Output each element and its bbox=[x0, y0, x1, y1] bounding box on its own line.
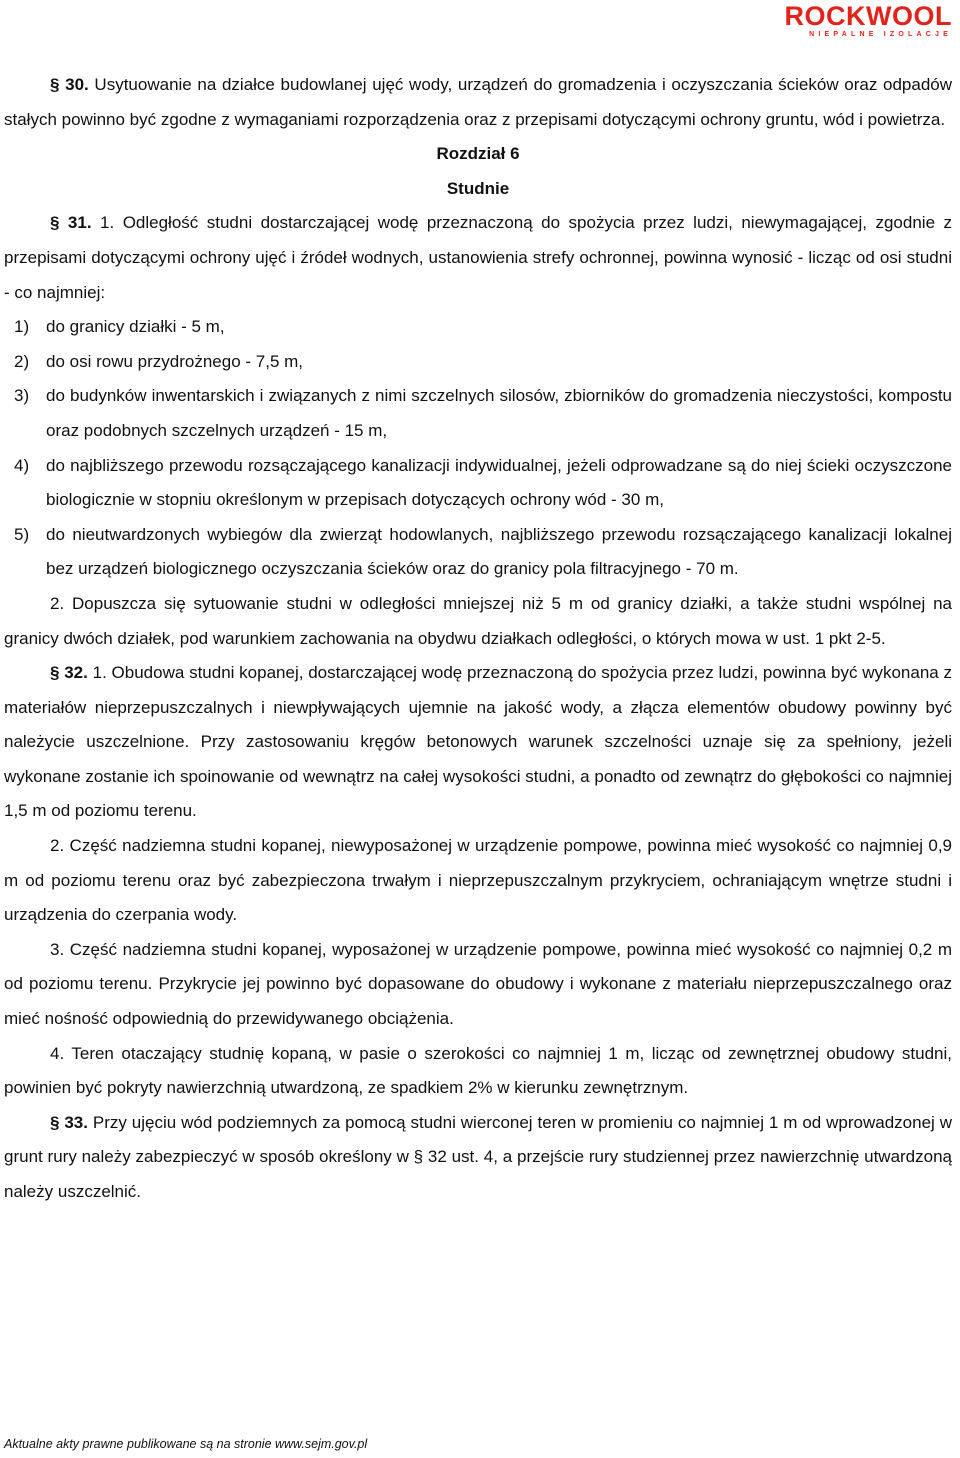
list-item-text: do najbliższego przewodu rozsączającego kanalizacji indywidualnej, jeżeli odprowadzane są do niej ścieki oczyszczone biologicznie w stopniu określonym w przepisach dotyczących ochrony wód - 30 m, bbox=[46, 455, 952, 510]
paragraph-32-ust-3: 3. Część nadziemna studni kopanej, wyposażonej w urządzenie pompowe, powinna mieć wysokość co najmniej 0,2 m od poziomu terenu. Przykrycie jej powinno być dopasowane do obudowy i wykonane z materiału nieprzepuszczalnego oraz mieć nośność odpowiednią do przewidywanego obciążenia. bbox=[4, 939, 952, 1029]
paragraph-text: 1. Odległość studni dostarczającej wodę przeznaczoną do spożycia przez ludzi, niewymagającej, zgodnie z przepisami dotyczącymi ochrony ujęć i źródeł wodnych, ustanowienia strefy ochronnej, powinna wynosić - licząc od osi studni - co najmniej: bbox=[4, 213, 953, 302]
chapter-title: Studnie bbox=[446, 178, 510, 198]
list-item-text: do nieutwardzonych wybiegów dla zwierząt hodowlanych, najbliższego przewodu rozsączającego kanalizacji lokalnej bez urządzeń biologicznego oczyszczania ścieków oraz do granicy pola filtracyjnego - 70 m. bbox=[46, 524, 952, 579]
list-item-number: 4) bbox=[14, 455, 30, 475]
list-item-number: 3) bbox=[14, 386, 30, 406]
paragraph-32-ust-2: 2. Część nadziemna studni kopanej, niewyposażonej w urządzenie pompowe, powinna mieć wysokość co najmniej 0,9 m od poziomu terenu oraz być zabezpieczona trwałym i nieprzepuszczalnym przykryciem, ochraniającym wnętrze studni i urządzenia do czerpania wody. bbox=[4, 836, 952, 925]
list-item-number: 1) bbox=[14, 317, 30, 337]
paragraph-30 bbox=[4, 68, 952, 137]
list-item bbox=[4, 379, 952, 448]
paragraph-text: Usytuowanie na działce budowlanej ujęć wody, urządzeń do gromadzenia i oczyszczania ścieków oraz odpadów stałych powinno być zgodne z wymaganiami rozporządzenia oraz z przepisami dotyczącymi ochrony gruntu, wód i powietrza. bbox=[4, 75, 953, 129]
paragraph-number: § 31. bbox=[50, 213, 92, 233]
list-item bbox=[4, 345, 952, 380]
list-item bbox=[4, 449, 952, 518]
paragraph-31-ust-2: 2. Dopuszcza się sytuowanie studni w odległości mniejszej niż 5 m od granicy działki, a także studni wspólnej na granicy dwóch działek, pod warunkiem zachowania na obydwu działkach odległości, o których mowa w ust. 1 pkt 2-5. bbox=[4, 593, 952, 648]
list-item bbox=[4, 310, 952, 345]
paragraph-number: § 30. bbox=[50, 75, 89, 94]
logo-tagline: NIEPALNE IZOLACJE bbox=[809, 31, 952, 38]
paragraph-number: § 33. bbox=[50, 1112, 88, 1132]
list-item-text: do budynków inwentarskich i związanych z nimi szczelnych silosów, zbiorników do gromadzenia nieczystości, kompostu oraz podobnych szczelnych urządzeń - 15 m, bbox=[46, 386, 952, 440]
paragraph-text: Przy ujęciu wód podziemnych za pomocą studni wierconej teren w promieniu co najmniej 1 m od wprowadzonej w grunt rury należy zabezpieczyć w sposób określony w § 32 ust. 4, a przejście rury studziennej przez nawierzchnię utwardzoną należy uszczelnić. bbox=[4, 1112, 952, 1201]
logo-brand: ROCKWOOL bbox=[784, 1, 952, 31]
list-item bbox=[4, 518, 952, 587]
footer-note: Aktualne akty prawne publikowane są na stronie www.sejm.gov.pl bbox=[4, 1437, 368, 1451]
document-body bbox=[4, 68, 952, 1210]
paragraph-31-ust-1 bbox=[4, 206, 952, 310]
paragraph-32-ust-1 bbox=[4, 656, 952, 829]
chapter-number: Rozdział 6 bbox=[436, 144, 520, 164]
paragraph-number: § 32. bbox=[50, 663, 88, 683]
list-item-text: do granicy działki - 5 m, bbox=[46, 317, 225, 337]
paragraph-32-ust-4: 4. Teren otaczający studnię kopaną, w pasie o szerokości co najmniej 1 m, licząc od zewnętrznej obudowy studni, powinien być pokryty nawierzchnią utwardzoną, ze spadkiem 2% w kierunku zewnętrznym. bbox=[4, 1043, 952, 1098]
rockwool-logo bbox=[782, 2, 952, 38]
list-item-number: 5) bbox=[14, 524, 30, 544]
paragraph-33 bbox=[4, 1106, 952, 1210]
list-item-text: do osi rowu przydrożnego - 7,5 m, bbox=[46, 351, 304, 371]
list-item-number: 2) bbox=[14, 351, 30, 371]
paragraph-text: 1. Obudowa studni kopanej, dostarczającej wodę przeznaczoną do spożycia przez ludzi, powinna być wykonana z materiałów nieprzepuszczalnych i niewpływających ujemnie na jakość wody, a złącza elementów obudowy powinny być należycie uszczelnione. Przy zastosowaniu kręgów betonowych warunek szczelności uznaje się za spełniony, jeżeli wykonane zostanie ich spoinowanie od wewnątrz na całej wysokości studni, a ponadto od zewnątrz do głębokości co najmniej 1,5 m od poziomu terenu. bbox=[4, 663, 953, 821]
